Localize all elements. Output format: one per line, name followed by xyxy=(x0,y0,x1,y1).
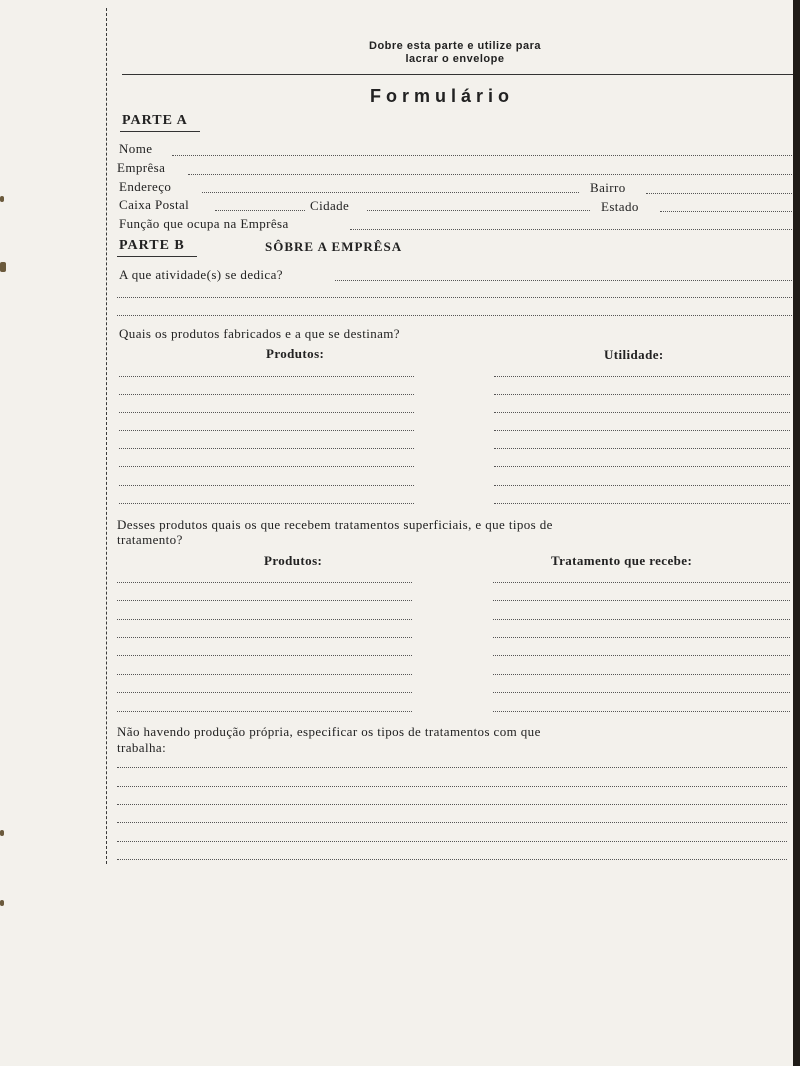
answer-line[interactable] xyxy=(119,485,414,486)
bairro-field[interactable] xyxy=(646,193,792,194)
bairro-label: Bairro xyxy=(590,180,626,195)
answer-line[interactable] xyxy=(493,692,790,693)
estado-field[interactable] xyxy=(660,211,792,212)
answer-line[interactable] xyxy=(119,394,414,395)
page-edge xyxy=(793,0,800,1066)
parte-a-heading: PARTE A xyxy=(122,113,188,128)
answer-line[interactable] xyxy=(117,582,412,583)
answer-line[interactable] xyxy=(494,376,790,377)
tratamento-question-line2: tratamento? xyxy=(117,532,183,547)
answer-line[interactable] xyxy=(494,430,790,431)
answer-line[interactable] xyxy=(117,637,412,638)
binding-mark xyxy=(0,262,6,272)
answer-line[interactable] xyxy=(494,394,790,395)
empresa-label: Emprêsa xyxy=(117,160,166,175)
fold-line xyxy=(106,8,107,864)
tratamento-column-header: Tratamento que recebe: xyxy=(551,553,693,568)
produtos2-column-header: Produtos: xyxy=(264,553,323,568)
binding-mark xyxy=(0,196,4,202)
answer-line[interactable] xyxy=(119,448,414,449)
nome-label: Nome xyxy=(119,141,153,156)
answer-line[interactable] xyxy=(117,841,787,842)
produtos-column-header: Produtos: xyxy=(266,346,325,361)
fold-instructions xyxy=(340,40,570,66)
answer-line[interactable] xyxy=(119,376,414,377)
answer-line[interactable] xyxy=(493,655,790,656)
parte-b-subheading: SÔBRE A EMPRÊSA xyxy=(265,239,403,254)
atividade-field[interactable] xyxy=(335,280,792,281)
answer-line[interactable] xyxy=(493,600,790,601)
caixa-postal-field[interactable] xyxy=(215,210,305,211)
utilidade-column-header: Utilidade: xyxy=(604,347,664,362)
answer-line[interactable] xyxy=(119,412,414,413)
atividade-line[interactable] xyxy=(117,297,792,298)
answer-line[interactable] xyxy=(117,711,412,712)
tratamento-question-line1: Desses produtos quais os que recebem tratamentos superficiais, e que tipos de xyxy=(117,517,553,532)
parte-b-underline xyxy=(117,256,197,257)
answer-line[interactable] xyxy=(119,503,414,504)
answer-line[interactable] xyxy=(117,786,787,787)
answer-line[interactable] xyxy=(117,655,412,656)
cidade-label: Cidade xyxy=(310,198,350,213)
answer-line[interactable] xyxy=(117,600,412,601)
parte-a-underline xyxy=(120,131,200,132)
answer-line[interactable] xyxy=(494,448,790,449)
atividade-line[interactable] xyxy=(117,315,792,316)
answer-line[interactable] xyxy=(117,822,787,823)
answer-line[interactable] xyxy=(117,804,787,805)
fold-instructions-line1: Dobre esta parte e utilize para xyxy=(369,40,541,52)
empresa-field[interactable] xyxy=(188,174,792,175)
propria-question-line2: trabalha: xyxy=(117,740,167,755)
answer-line[interactable] xyxy=(117,619,412,620)
answer-line[interactable] xyxy=(117,692,412,693)
binding-mark xyxy=(0,900,4,906)
answer-line[interactable] xyxy=(493,619,790,620)
answer-line[interactable] xyxy=(493,674,790,675)
fold-rule xyxy=(122,74,793,75)
estado-label: Estado xyxy=(601,199,639,214)
answer-line[interactable] xyxy=(493,582,790,583)
caixa-postal-label: Caixa Postal xyxy=(119,197,190,212)
answer-line[interactable] xyxy=(494,466,790,467)
form-title: Formulário xyxy=(370,86,515,106)
answer-line[interactable] xyxy=(119,430,414,431)
nome-field[interactable] xyxy=(172,155,792,156)
endereco-field[interactable] xyxy=(202,192,579,193)
parte-b-heading: PARTE B xyxy=(119,238,185,253)
atividade-question: A que atividade(s) se dedica? xyxy=(119,267,283,282)
binding-mark xyxy=(0,830,4,836)
answer-line[interactable] xyxy=(494,503,790,504)
funcao-field[interactable] xyxy=(350,229,792,230)
produtos-question: Quais os produtos fabricados e a que se destinam? xyxy=(119,326,400,341)
funcao-label: Função que ocupa na Emprêsa xyxy=(119,216,289,231)
answer-line[interactable] xyxy=(119,466,414,467)
propria-question-line1: Não havendo produção própria, especificar os tipos de tratamentos com que xyxy=(117,724,541,739)
endereco-label: Endereço xyxy=(119,179,172,194)
answer-line[interactable] xyxy=(494,412,790,413)
answer-line[interactable] xyxy=(494,485,790,486)
answer-line[interactable] xyxy=(117,674,412,675)
answer-line[interactable] xyxy=(493,711,790,712)
answer-line[interactable] xyxy=(117,767,787,768)
answer-line[interactable] xyxy=(117,859,787,860)
cidade-field[interactable] xyxy=(367,210,590,211)
fold-instructions-line2: lacrar o envelope xyxy=(405,53,505,65)
answer-line[interactable] xyxy=(493,637,790,638)
